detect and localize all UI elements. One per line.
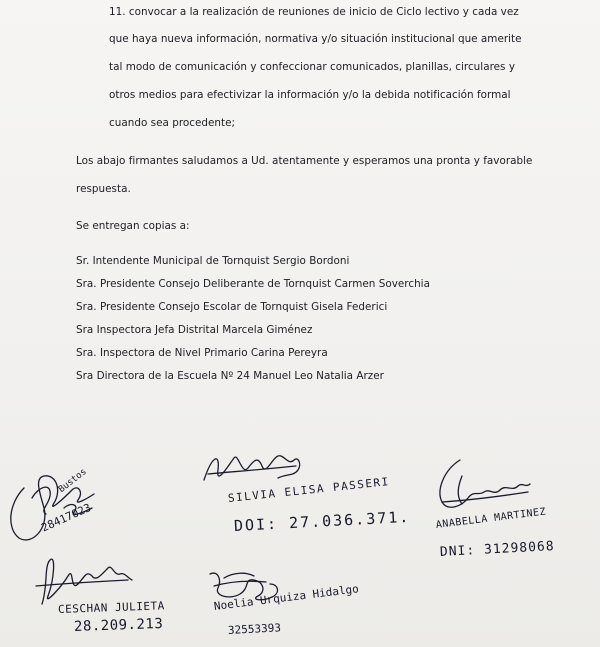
copy-recipient: Sra Inspectora Jefa Distrital Marcela Giménez: [76, 324, 313, 336]
copy-recipient: Sra. Inspectora de Nivel Primario Carina Pereyra: [76, 347, 328, 359]
signature-5-name: Noelia Urquiza Hidalgo: [213, 582, 360, 613]
signature-3-name: ANABELLA MARTINEZ: [435, 506, 547, 531]
closing-line-1: Los abajo firmantes saludamos a Ud. atentamente y esperamos una pronta y favorable: [76, 155, 533, 167]
signature-1-line-1: Bustos: [56, 467, 89, 495]
signature-4-name: CESCHAN JULIETA: [57, 599, 166, 616]
signature-2-dni: DOI: 27.036.371.: [233, 507, 411, 535]
signature-scribble-3: [432, 456, 532, 516]
copies-heading: Se entregan copias a:: [76, 220, 190, 232]
copy-recipient: Sra. Presidente Consejo Deliberante de Tornquist Carmen Soverchia: [76, 278, 430, 290]
item-11-line-5: cuando sea procedente;: [109, 117, 236, 129]
signature-4-dni: 28.209.213: [73, 615, 164, 635]
item-11-line-4: otros medios para efectivizar la información y/o la debida notificación formal: [109, 89, 511, 101]
copy-recipient: Sra Directora de la Escuela Nº 24 Manuel Leo Natalia Arzer: [76, 370, 384, 382]
signature-3-dni: DNI: 31298068: [439, 539, 555, 560]
signature-1-line-2: 28417023: [39, 501, 94, 535]
signature-2-name: SILVIA ELISA PASSERI: [227, 475, 391, 505]
closing-line-2: respuesta.: [76, 183, 131, 195]
copy-recipient: Sr. Intendente Municipal de Tornquist Sergio Bordoni: [76, 255, 350, 267]
item-11-line-3: tal modo de comunicación y confeccionar comunicados, planillas, circulares y: [109, 61, 515, 73]
copy-recipient: Sra. Presidente Consejo Escolar de Tornquist Gisela Federici: [76, 301, 388, 313]
signature-5-dni: 32553393: [227, 621, 282, 637]
item-11-line-2: que haya nueva información, normativa y/o situación institucional que amerite: [109, 33, 522, 45]
item-11-line-1: 11. convocar a la realización de reuniones de inicio de Ciclo lectivo y cada vez: [109, 6, 519, 18]
